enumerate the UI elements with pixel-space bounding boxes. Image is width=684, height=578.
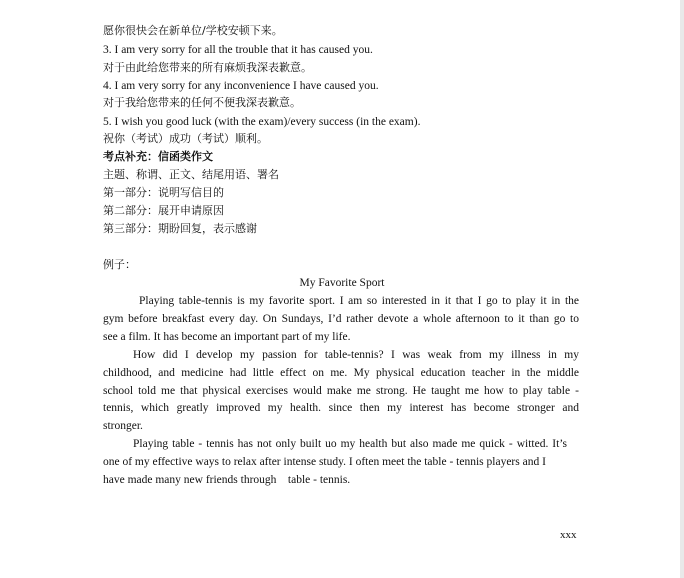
essay-p3-line: one of my effective ways to relax after intense study. I often meet the table - tennis players and I	[103, 456, 546, 468]
line-settle-down-cn: 愿你很快会在新单位/学校安顿下来。	[103, 24, 283, 37]
supplement-heading: 考点补充：信函类作文	[103, 150, 213, 163]
essay-p2-line: stronger.	[103, 420, 143, 432]
line-sorry-trouble-en: 3. I am very sorry for all the trouble that it has caused you.	[103, 44, 373, 56]
essay-p2-line: How did I develop my passion for table-tennis? I was weak from my illness in my	[133, 349, 579, 361]
essay-p2-line: tennis, which greatly improved my health. since then my interest has become stronger and	[103, 402, 579, 414]
part-two: 第二部分：展开申请原因	[103, 204, 224, 217]
essay-p1-line: gym before breakfast every day. On Sundays, I’d rather devote a whole afternoon to it than go to	[103, 313, 579, 325]
essay-p2-line: school told me that physical exercises would make me strong. He taught me how to play table -	[103, 385, 579, 397]
letter-structure: 主题、称谓、正文、结尾用语、署名	[103, 168, 279, 181]
line-sorry-inconvenience-cn: 对于我给您带来的任何不便我深表歉意。	[103, 96, 301, 109]
line-good-luck-en: 5. I wish you good luck (with the exam)/every success (in the exam).	[103, 116, 421, 128]
essay-title-text: My Favorite Sport	[299, 277, 385, 289]
line-sorry-inconvenience-en: 4. I am very sorry for any inconvenience I have caused you.	[103, 80, 379, 92]
essay-p3-line: have made many new friends through table - tennis.	[103, 474, 351, 486]
example-label: 例子：	[103, 258, 136, 271]
essay-p1-line: Playing table-tennis is my favorite sport. I am so interested in it that I go to play it in the	[139, 295, 579, 307]
essay-p3-line: Playing table - tennis has not only built uo my health but also made me quick - witted. It’s	[133, 438, 567, 450]
line-sorry-trouble-cn: 对于由此给您带来的所有麻烦我深表歉意。	[103, 61, 312, 74]
page-footer: xxx	[560, 529, 577, 541]
essay-p2-line: childhood, and medicine had little effect on me. My physical education teacher in the middle	[103, 367, 579, 379]
part-three: 第三部分：期盼回复，表示感谢	[103, 222, 257, 235]
part-one: 第一部分：说明写信目的	[103, 186, 224, 199]
line-good-luck-cn: 祝你（考试）成功（考试）顺利。	[103, 132, 268, 145]
essay-title	[0, 276, 680, 290]
essay-p1-line: see a film. It has become an important part of my life.	[103, 331, 351, 343]
